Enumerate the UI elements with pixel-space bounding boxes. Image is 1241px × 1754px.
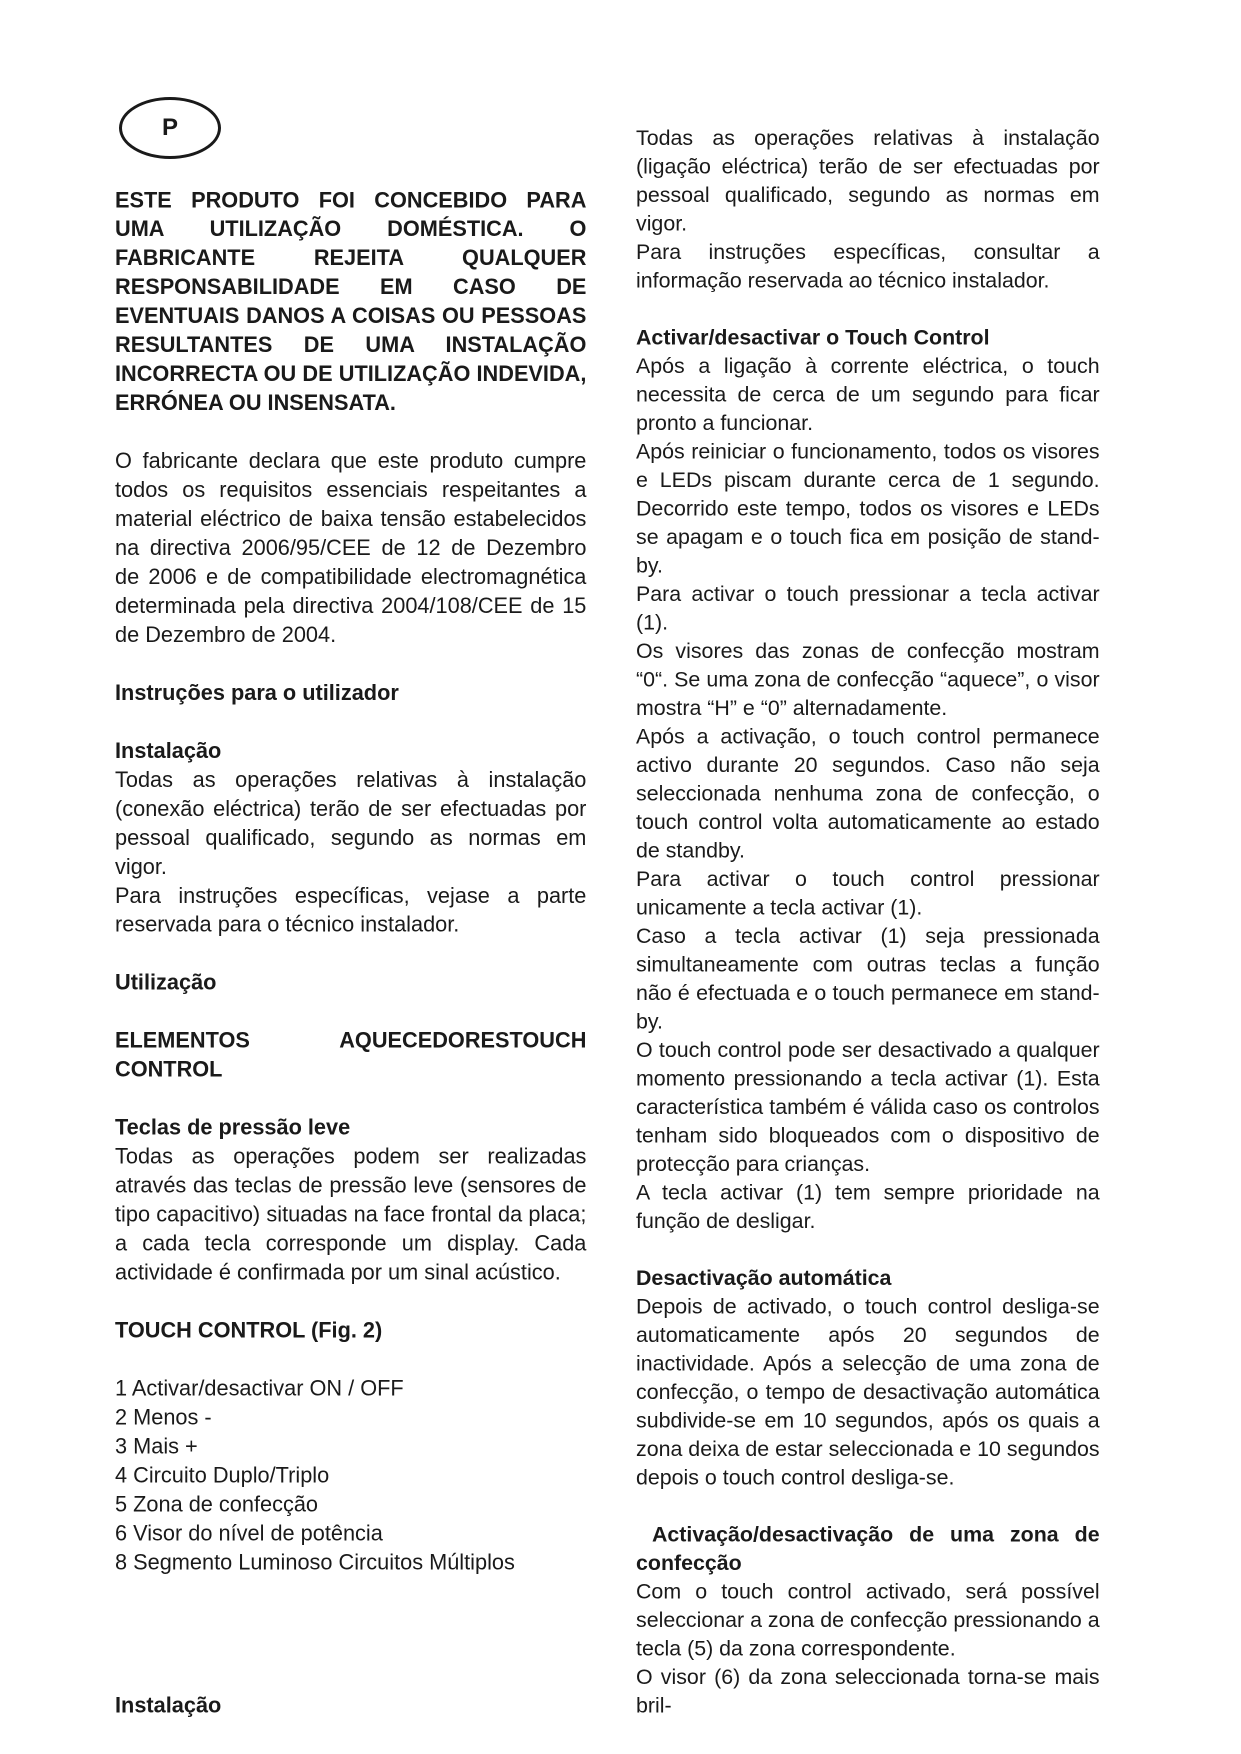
left-column bbox=[115, 186, 586, 1720]
zone-paragraph: Com o touch control activado, será possível seleccionar a zona de confecção pressionando a tecla (5) da zona correspondente. bbox=[636, 1579, 1100, 1661]
activate-paragraph: Para activar o touch pressionar a tecla activar (1). bbox=[636, 581, 1100, 635]
use-heading: Utilização bbox=[115, 970, 217, 995]
touch-control-heading: TOUCH CONTROL (Fig. 2) bbox=[115, 1318, 383, 1343]
list-item: 1 Activar/desactivar ON / OFF bbox=[115, 1376, 404, 1401]
user-instructions-heading: Instruções para o utilizador bbox=[115, 680, 399, 705]
auto-off-heading: Desactivação automática bbox=[636, 1265, 892, 1290]
auto-off-text: Depois de activado, o touch control desliga-se automaticamente após 20 segundos de inactividade. Após a selecção de uma zona de confecção, o tempo de desactivação automática subdivide-se em 10 segundos, após os quais a zona deixa de estar seleccionada e 10 segundos depois o touch control desliga-se. bbox=[636, 1294, 1100, 1490]
list-item: 4 Circuito Duplo/Triplo bbox=[115, 1463, 330, 1488]
activate-paragraph: Os visores das zonas de confecção mostram “0“. Se uma zona de confecção “aquece”, o visor mostra “H” e “0” alternadamente. bbox=[636, 638, 1100, 720]
activate-paragraph: Caso a tecla activar (1) seja pressionada simultaneamente com outras teclas a função não é efectuada e o touch permanece em stand-by. bbox=[636, 923, 1100, 1034]
conformity-declaration: O fabricante declara que este produto cumpre todos os requisitos essenciais respeitantes a material eléctrico de baixa tensão estabelecidos na directiva 2006/95/CEE de 12 de Dezembro de 2006 e de compatibilidade electromagnética determinada pela directiva 2004/108/CEE de 15 de Dezembro de 2004. bbox=[115, 448, 587, 647]
list-item: 8 Segmento Luminoso Circuitos Múltiplos bbox=[115, 1549, 515, 1575]
intro-text-2: Para instruções específicas, consultar a informação reservada ao técnico instalador. bbox=[636, 239, 1100, 293]
language-badge-label: P bbox=[161, 114, 178, 141]
activate-paragraph: Após a activação, o touch control permanece activo durante 20 segundos. Caso não seja seleccionada nenhuma zona de confecção, o touch control volta automaticamente ao estado de standby. bbox=[636, 724, 1100, 863]
activate-heading: Activar/desactivar o Touch Control bbox=[636, 325, 990, 350]
activate-paragraph: Para activar o touch control pressionar unicamente a tecla activar (1). bbox=[636, 866, 1100, 920]
activate-paragraph: A tecla activar (1) tem sempre prioridade na função de desligar. bbox=[636, 1180, 1100, 1233]
keys-heading: Teclas de pressão leve bbox=[115, 1115, 351, 1140]
activate-paragraph: O touch control pode ser desactivado a qualquer momento pressionando a tecla activar (1). Esta característica também é válida caso os controlos tenham sido bloqueados com o dispositivo de protecção para crianças. bbox=[636, 1037, 1100, 1176]
list-item: 2 Menos - bbox=[115, 1405, 212, 1430]
installation-text-2: Para instruções específicas, vejase a parte reservada para o técnico instalador. bbox=[115, 883, 587, 937]
installation-heading-2: Instalação bbox=[115, 1692, 222, 1718]
activate-paragraph: Após reiniciar o funcionamento, todos os visores e LEDs piscam durante cerca de 1 segundo. Decorrido este tempo, todos os visores e LEDs se apagam e o touch fica em posição de stand-by. bbox=[636, 439, 1100, 578]
safety-warning: ESTE PRODUTO FOI CONCEBIDO PARA UMA UTILIZAÇÃO DOMÉSTICA. O FABRICANTE REJEITA QUALQUER RESPONSABILIDADE EM CASO DE EVENTUAIS DANOS A COISAS OU PESSOAS RESULTANTES DE UMA INSTALAÇÃO INCORRECTA OU DE UTILIZAÇÃO INDEVIDA, ERRÓNEA OU INSENSATA. bbox=[115, 187, 587, 415]
activate-paragraph: Após a ligação à corrente eléctrica, o touch necessita de cerca de um segundo para ficar pronto a funcionar. bbox=[636, 353, 1100, 435]
keys-text: Todas as operações podem ser realizadas através das teclas de pressão leve (sensores de tipo capacitivo) situadas na face frontal da placa; a cada tecla corresponde um display. Cada actividade é confirmada por um sinal acústico. bbox=[115, 1144, 587, 1285]
installation-heading: Instalação bbox=[115, 738, 222, 763]
language-badge bbox=[119, 97, 221, 159]
key-list bbox=[115, 1374, 586, 1577]
zone-heading: Activação/desactivação de uma zona de confecção bbox=[636, 1522, 1106, 1575]
elements-heading: ELEMENTOS AQUECEDORESTOUCH CONTROL bbox=[115, 1028, 587, 1082]
list-item: 3 Mais + bbox=[115, 1434, 198, 1459]
right-column bbox=[636, 124, 1106, 1720]
zone-paragraph: O visor (6) da zona seleccionada torna-se mais bril- bbox=[636, 1664, 1100, 1718]
list-item: 5 Zona de confecção bbox=[115, 1492, 319, 1517]
intro-text: Todas as operações relativas à instalação (ligação eléctrica) terão de ser efectuadas por pessoal qualificado, segundo as normas em vigor. bbox=[636, 125, 1100, 236]
list-item: 6 Visor do nível de potência bbox=[115, 1521, 383, 1546]
installation-text: Todas as operações relativas à instalação (conexão eléctrica) terão de ser efectuadas por pessoal qualificado, segundo as normas em vigor. bbox=[115, 767, 587, 879]
